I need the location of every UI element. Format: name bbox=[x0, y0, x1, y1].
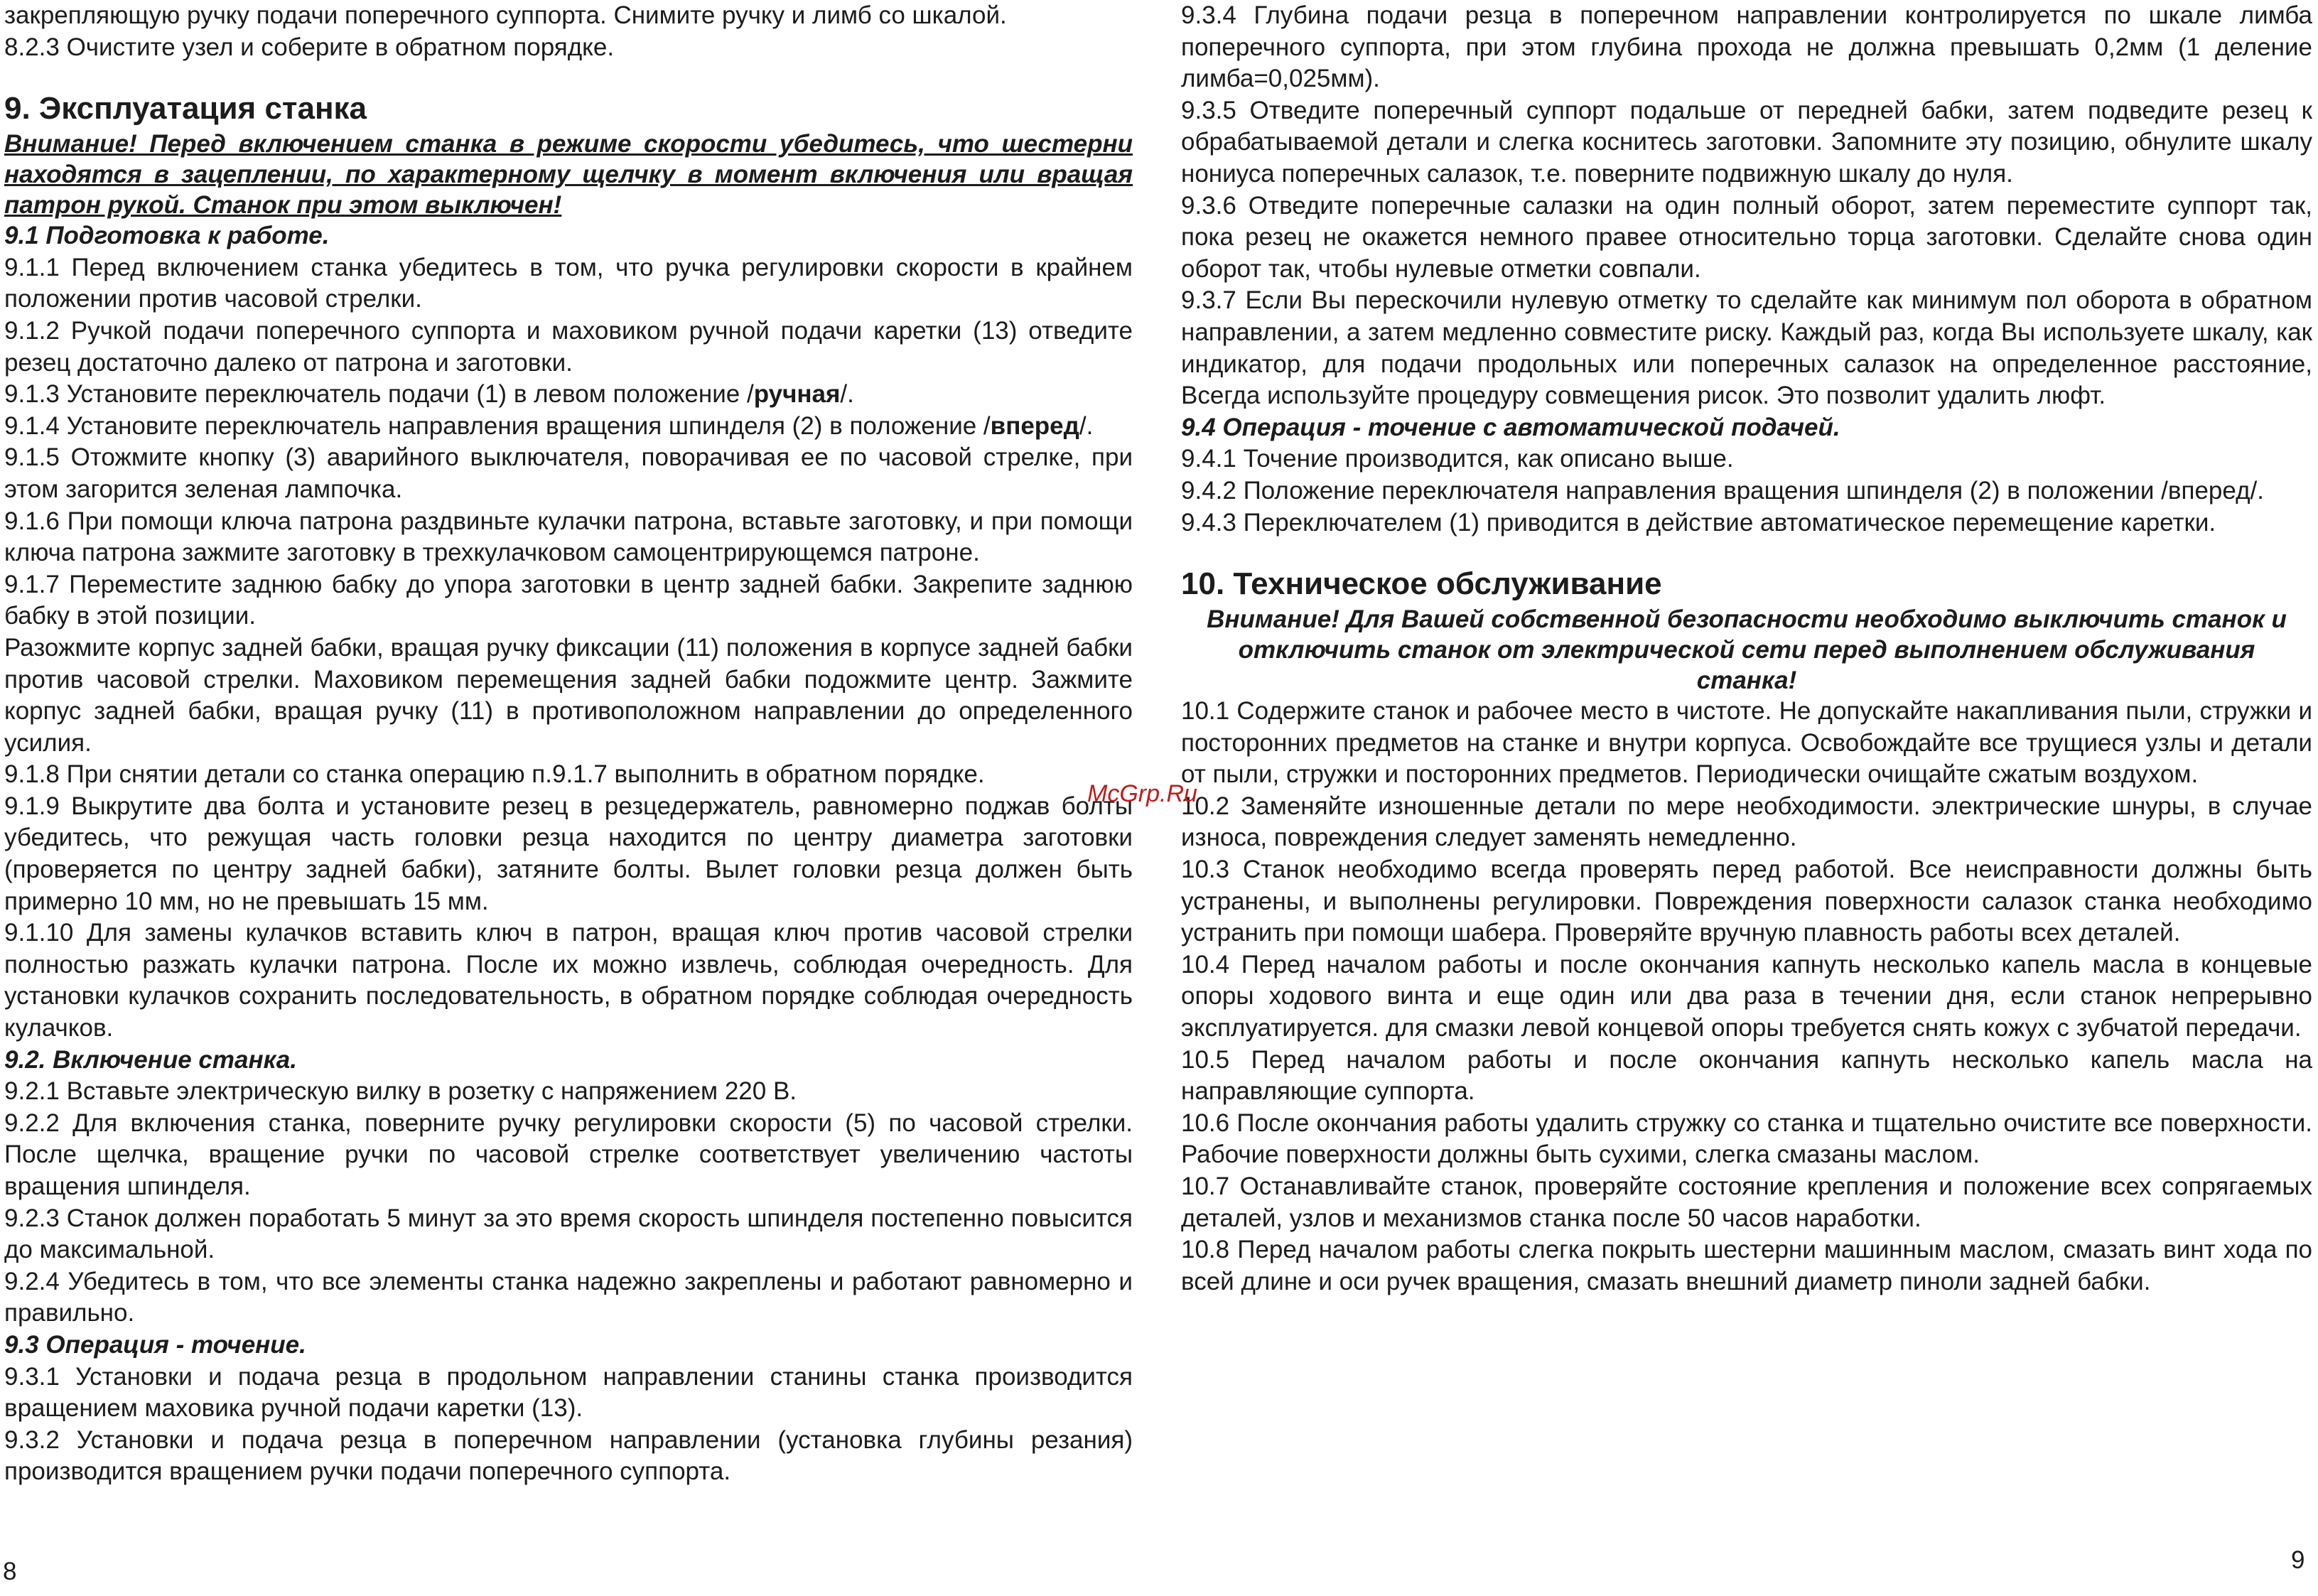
paragraph: 9.1.7 Переместите заднюю бабку до упора заготовки в центр задней бабки. Закрепите заднюю бабку в этой позиции. bbox=[4, 570, 1133, 630]
paragraph: 9.2.3 Станок должен поработать 5 минут за это время скорость шпинделя постепенно повысится до максимальной. bbox=[4, 1204, 1133, 1264]
paragraph: 9.1.9 Выкрутите два болта и установите резец в резцедержатель, равномерно поджав болты убедитесь, что режущая часть головки резца находится по центру диаметра заготовки (проверяется по центру задней бабки), затяните болты. Вылет головки резца должен быть примерно 10 мм, но не превышать 15 мм. bbox=[4, 792, 1133, 915]
left-page-column bbox=[4, 0, 1133, 1488]
paragraph: 9.2.1 Вставьте электрическую вилку в розетку с напряжением 220 В. bbox=[4, 1077, 797, 1106]
paragraph: 10.7 Останавливайте станок, проверяйте состояние крепления и положение всех сопрягаемых деталей, узлов и механизмов станка после 50 часов наработки. bbox=[1181, 1172, 2312, 1232]
section-heading-10: 10. Техническое обслуживание bbox=[1181, 566, 1662, 602]
paragraph: 10.2 Заменяйте изношенные детали по мере необходимости. электрические шнуры, в случае износа, повреждения следует заменять немедленно. bbox=[1181, 792, 2312, 852]
right-page-column bbox=[1181, 0, 2312, 1298]
page-number-left: 8 bbox=[3, 1558, 17, 1585]
text-run: 9.1.3 Установите переключатель подачи (1) в левом положение / bbox=[4, 380, 754, 409]
watermark: McGrp.Ru bbox=[1087, 780, 1197, 807]
paragraph: 8.2.3 Очистите узел и соберите в обратном порядке. bbox=[4, 33, 615, 61]
paragraph: 9.3.5 Отведите поперечный суппорт подальше от передней бабки, затем подведите резец к обрабатываемой детали и слегка коснитесь заготовки. Запомните эту позицию, обнулите шкалу нониуса поперечных салазок, т.е. поверните подвижную шкалу до нуля. bbox=[1181, 96, 2312, 188]
paragraph bbox=[4, 379, 1133, 411]
section-heading-9: 9. Эксплуатация станка bbox=[4, 91, 367, 126]
paragraph: 9.3.1 Установки и подача резца в продольном направлении станины станка производится вращением маховика ручной подачи каретки (13). bbox=[4, 1362, 1133, 1423]
paragraph: 9.3.4 Глубина подачи резца в поперечном направлении контролируется по шкале лимба поперечного суппорта, при этом глубина прохода не должна превышать 0,2мм (1 деление лимба=0,025мм). bbox=[1181, 1, 2312, 93]
warning-note: Внимание! Перед включением станка в режиме скорости убедитесь, что шестерни находятся в зацеплении, по характерному щелчку в момент включения или вращая патрон рукой. Станок при этом выключен! bbox=[4, 130, 1133, 220]
paragraph: 9.4.2 Положение переключателя направления вращения шпинделя (2) в положении /вперед/. bbox=[1181, 476, 2264, 505]
paragraph: 9.3.7 Если Вы перескочили нулевую отметку то сделайте как минимум пол оборота в обратном направлении, а затем медленно совместите риску. Каждый раз, когда Вы используете шкалу, как индикатор, для подачи продольных или поперечных салазок на определенное расстояние, Всегда используйте процедуру совмещения рисок. Это позволит удалить люфт. bbox=[1181, 286, 2312, 410]
paragraph: 9.4.3 Переключателем (1) приводится в действие автоматическое перемещение каретки. bbox=[1181, 508, 2216, 537]
paragraph: 9.1.5 Отожмите кнопку (3) аварийного выключателя, поворачивая ее по часовой стрелке, при этом загорится зеленая лампочка. bbox=[4, 443, 1133, 503]
paragraph: закрепляющую ручку подачи поперечного суппорта. Снимите ручку и лимб со шкалой. bbox=[4, 1, 1007, 29]
paragraph: 10.5 Перед началом работы и после окончания капнуть несколько капель масла на направляющие суппорта. bbox=[1181, 1045, 2312, 1106]
text-run: 9.1.4 Установите переключатель направления вращения шпинделя (2) в положение / bbox=[4, 411, 991, 440]
subsection-heading-9-3: 9.3 Операция - точение. bbox=[4, 1330, 306, 1359]
text-run: /. bbox=[1079, 411, 1094, 440]
bold-term: вперед bbox=[990, 411, 1079, 440]
paragraph: 10.4 Перед началом работы и после окончания капнуть несколько капель масла в концевые опоры ходового винта и еще один или два раза в течении дня, если станок непрерывно эксплуатируется. для смазки левой концевой опоры требуется снять кожух с зубчатой передачи. bbox=[1181, 950, 2312, 1042]
paragraph: 9.1.1 Перед включением станка убедитесь в том, что ручка регулировки скорости в крайнем положении против часовой стрелки. bbox=[4, 253, 1133, 313]
subsection-heading-9-2: 9.2. Включение станка. bbox=[4, 1045, 297, 1074]
paragraph: 10.6 После окончания работы удалить стружку со станка и тщательно очистите все поверхности. Рабочие поверхности должны быть сухими, слегка смазаны маслом. bbox=[1181, 1109, 2312, 1169]
paragraph: 9.1.2 Ручкой подачи поперечного суппорта и маховиком ручной подачи каретки (13) отведите резец достаточно далеко от патрона и заготовки. bbox=[4, 316, 1133, 377]
paragraph: 9.4.1 Точение производится, как описано выше. bbox=[1181, 445, 1734, 473]
subsection-heading-9-4: 9.4 Операция - точение с автоматической подачей. bbox=[1181, 413, 1840, 441]
paragraph: 9.1.8 При снятии детали со станка операцию п.9.1.7 выполнить в обратном порядке. bbox=[4, 760, 985, 789]
page-number-right: 9 bbox=[2291, 1546, 2305, 1574]
paragraph: 9.1.10 Для замены кулачков вставить ключ в патрон, вращая ключ против часовой стрелки полностью разжать кулачки патрона. После их можно извлечь, соблюдая очередность. Для установки кулачков сохранить последовательность, в обратном порядке соблюдая очередность кулачков. bbox=[4, 919, 1133, 1042]
paragraph: Разожмите корпус задней бабки, вращая ручку фиксации (11) положения в корпусе задней бабки против часовой стрелки. Маховиком перемещения задней бабки подожмите центр. Зажмите корпус задней бабки, вращая ручку (11) в противоположном направлении до определенного усилия. bbox=[4, 633, 1133, 757]
paragraph: 9.3.6 Отведите поперечные салазки на один полный оборот, затем переместите суппорт так, пока резец не окажется немного правее относительно торца заготовки. Сделайте снова один оборот так, чтобы нулевые отметки совпали. bbox=[1181, 191, 2312, 283]
paragraph: 9.3.2 Установки и подача резца в поперечном направлении (установка глубины резания) производится вращением ручки подачи поперечного суппорта. bbox=[4, 1425, 1133, 1486]
warning-note: Внимание! Для Вашей собственной безопасности необходимо выключить станок и отключить станок от электрической сети перед выполнением обслуживания станка! bbox=[1207, 605, 2287, 695]
bold-term: ручная bbox=[753, 380, 841, 409]
paragraph: 10.3 Станок необходимо всегда проверять перед работой. Все неисправности должны быть устранены, и выполнены регулировки. Повреждения поверхности салазок станка необходимо устранить при помощи шабера. Проверяйте вручную плавность работы всех деталей. bbox=[1181, 856, 2312, 947]
paragraph: 10.8 Перед началом работы слегка покрыть шестерни машинным маслом, смазать винт хода по всей длине и оси ручек вращения, смазать внешний диаметр пиноли задней бабки. bbox=[1181, 1236, 2312, 1295]
paragraph: 9.2.4 Убедитесь в том, что все элементы станка надежно закреплены и работают равномерно и правильно. bbox=[4, 1267, 1133, 1327]
paragraph bbox=[4, 411, 1133, 443]
paragraph: 10.1 Содержите станок и рабочее место в чистоте. Не допускайте накапливания пыли, стружки и посторонних предметов на станке и внутри корпуса. Освобождайте все трущиеся узлы и детали от пыли, стружки и посторонних предметов. Периодически очищайте сжатым воздухом. bbox=[1181, 697, 2312, 789]
text-run: /. bbox=[840, 380, 854, 409]
paragraph: 9.2.2 Для включения станка, поверните ручку регулировки скорости (5) по часовой стрелки. После щелчка, вращение ручки по часовой стрелке соответствует увеличению частоты вращения шпинделя. bbox=[4, 1109, 1133, 1200]
paragraph: 9.1.6 При помощи ключа патрона раздвиньте кулачки патрона, вставьте заготовку, и при помощи ключа патрона зажмите заготовку в трехкулачковом самоцентрирующемся патроне. bbox=[4, 507, 1133, 567]
subsection-heading-9-1: 9.1 Подготовка к работе. bbox=[4, 222, 330, 250]
